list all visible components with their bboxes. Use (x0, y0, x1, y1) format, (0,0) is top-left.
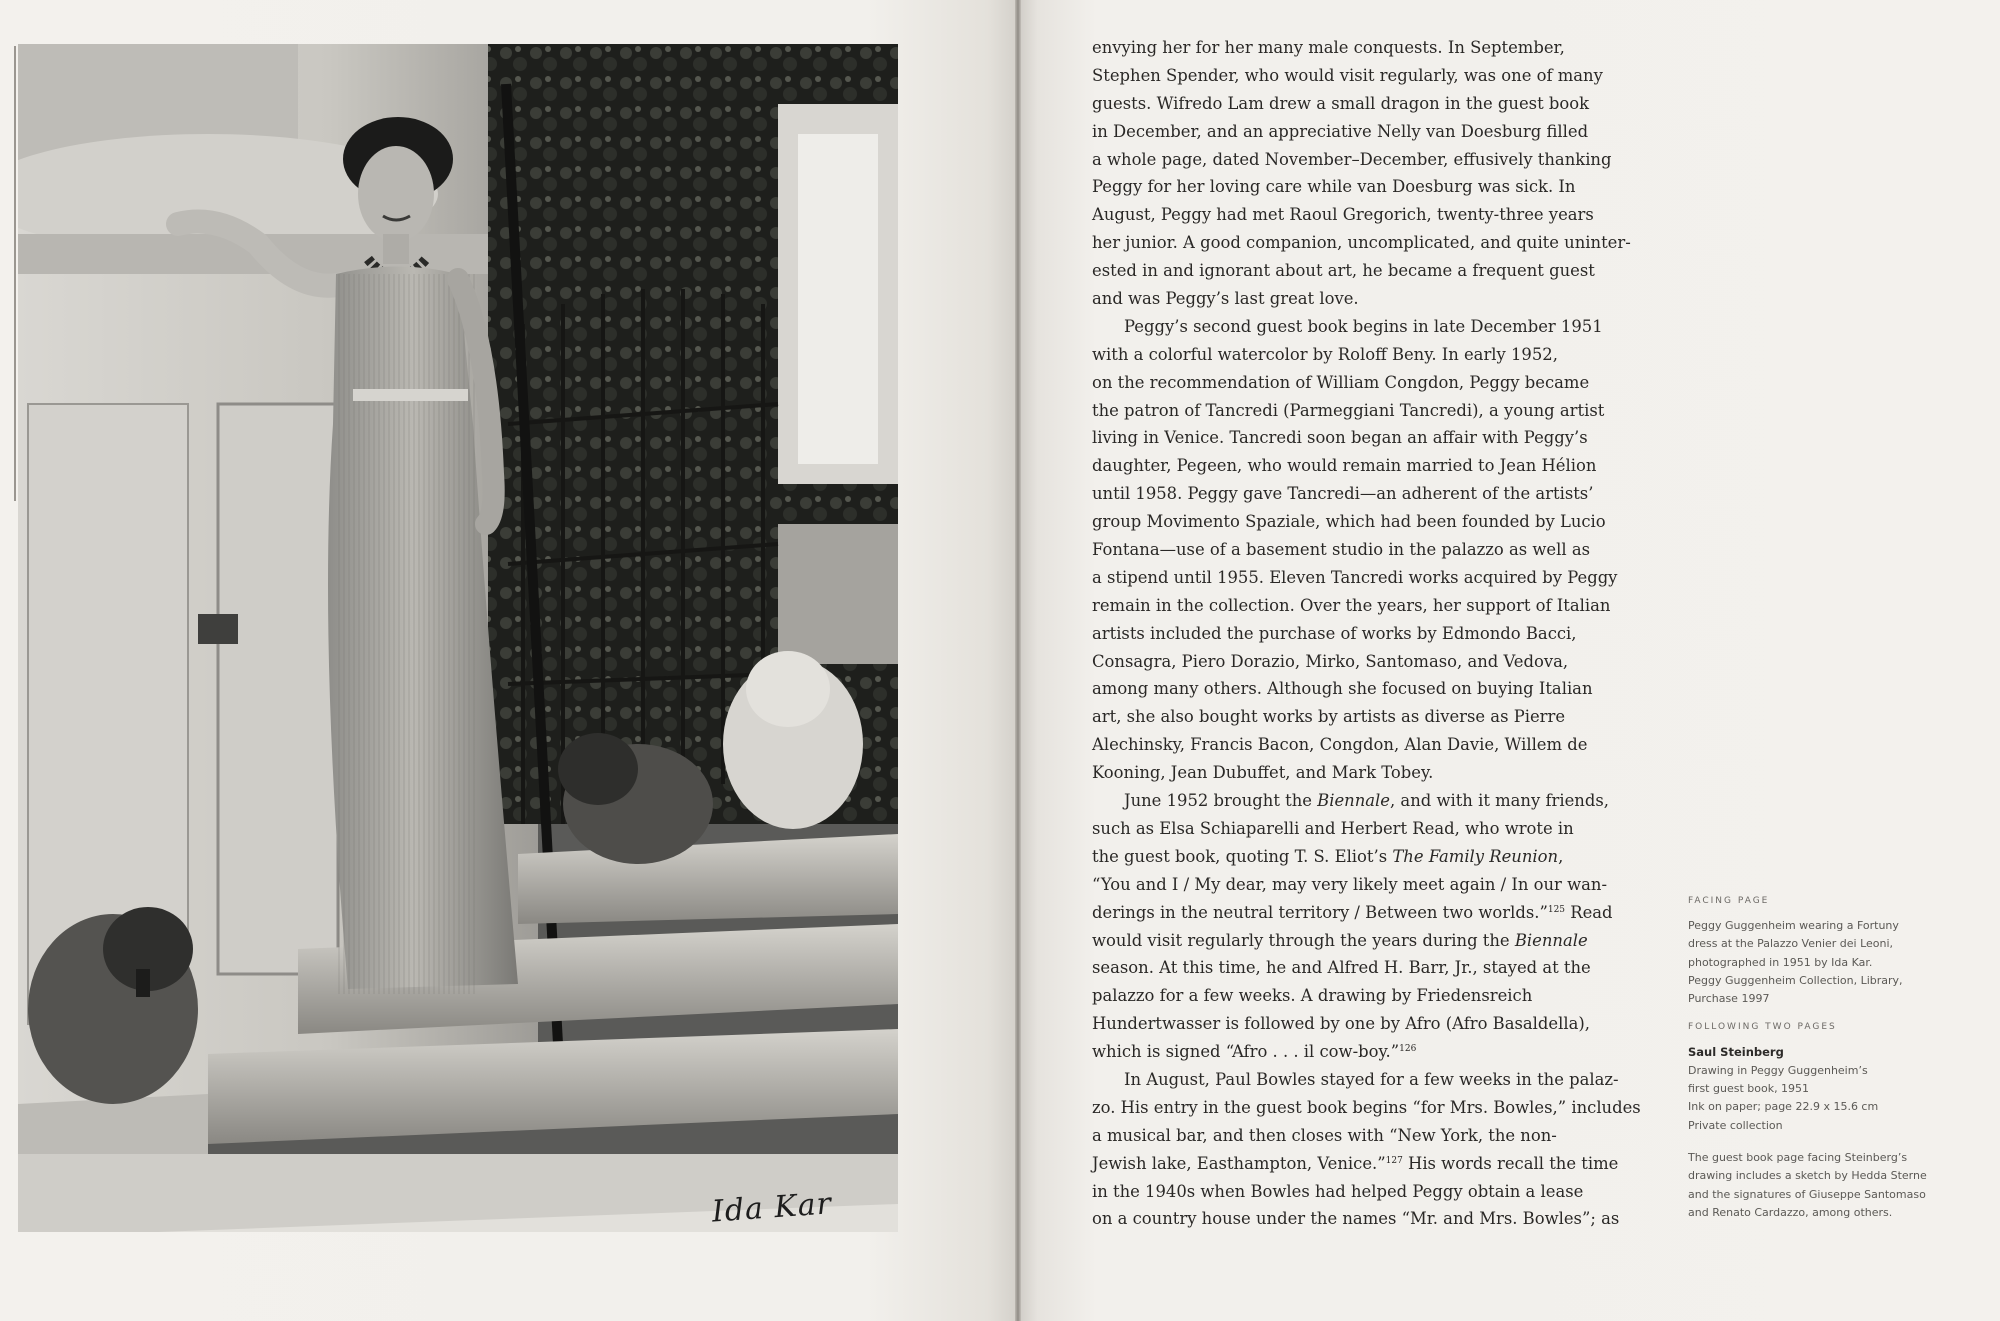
text-line (1092, 536, 1652, 564)
text-line (1092, 954, 1652, 982)
text-run: Fontana—use of a basement studio in the palazzo as well as (1092, 540, 1591, 560)
caption-line: Purchase 1997 (1688, 992, 1770, 1006)
text-run: His words recall the time (1402, 1153, 1619, 1173)
text-line (1092, 675, 1652, 703)
text-line (1092, 1010, 1652, 1038)
text-line (1092, 1038, 1652, 1066)
text-run: Peggy’s second guest book begins in late December 1951 (1124, 316, 1603, 336)
text-run: palazzo for a few weeks. A drawing by Friedensreich (1092, 986, 1533, 1006)
text-run: Jewish lake, Easthampton, Venice.” (1092, 1153, 1386, 1173)
text-run: season. At this time, he and Alfred H. Barr, Jr., stayed at the (1092, 958, 1591, 978)
text-line (1092, 201, 1652, 229)
text-line (1092, 313, 1652, 341)
text-run: on the recommendation of William Congdon, Peggy became (1092, 372, 1590, 392)
text-line (1092, 369, 1652, 397)
footnote-ref: 126 (1399, 1044, 1417, 1055)
text-run: living in Venice. Tancredi soon began an affair with Peggy’s (1092, 428, 1588, 448)
text-run: envying her for her many male conquests. In September, (1092, 38, 1565, 57)
text-line (1092, 843, 1652, 871)
caption-line: Private collection (1688, 1118, 1783, 1132)
text-line (1092, 1066, 1652, 1094)
text-run: among many others. Although she focused on buying Italian (1092, 679, 1593, 699)
caption-line: The guest book page facing Steinberg’s (1688, 1150, 1908, 1164)
book-gutter (1015, 0, 1021, 1321)
text-line (1092, 592, 1652, 620)
caption-title: Saul Steinberg (1688, 1045, 1784, 1060)
text-run: with a colorful watercolor by Roloff Beny. In early 1952, (1092, 344, 1558, 364)
text-line (1092, 927, 1652, 955)
text-run: in the 1940s when Bowles had helped Peggy obtain a lease (1092, 1181, 1584, 1201)
caption-line: Peggy Guggenheim wearing a Fortuny (1688, 919, 1899, 932)
text-line (1092, 1094, 1652, 1122)
text-run: June 1952 brought the (1124, 791, 1318, 811)
text-run: guests. Wifredo Lam drew a small dragon in the guest book (1092, 93, 1590, 113)
text-run: Read (1565, 902, 1613, 922)
text-line (1092, 173, 1652, 201)
photographer-signature: Ida Kar (710, 1186, 834, 1230)
body-text (1092, 34, 1652, 1233)
text-line (1092, 648, 1652, 676)
text-run: zo. His entry in the guest book begins “for Mrs. Bowles,” includes (1092, 1097, 1641, 1117)
italic-title: The Family Reunion (1392, 846, 1559, 866)
text-line (1092, 759, 1652, 787)
text-run: and was Peggy’s last great love. (1092, 289, 1359, 309)
italic-title: Biennale (1514, 930, 1588, 950)
text-run: group Movimento Spaziale, which had been founded by Lucio (1092, 512, 1606, 532)
caption-line: and the signatures of Giuseppe Santomaso (1688, 1187, 1926, 1201)
text-run: a musical bar, and then closes with “New York, the non- (1092, 1125, 1557, 1145)
text-line (1092, 118, 1652, 146)
text-line (1092, 815, 1652, 843)
italic-title: Biennale (1317, 791, 1390, 811)
captions (1688, 896, 1978, 1236)
text-line (1092, 341, 1652, 369)
text-line (1092, 564, 1652, 592)
text-line (1092, 34, 1652, 62)
caption-line: and Renato Cardazzo, among others. (1688, 1205, 1893, 1219)
text-line (1092, 508, 1652, 536)
text-run: “You and I / My dear, may very likely meet again / In our wan- (1092, 874, 1607, 894)
text-run: Peggy for her loving care while van Doesburg was sick. In (1092, 177, 1576, 197)
caption-line: first guest book, 1951 (1688, 1082, 1810, 1096)
caption-line: drawing includes a sketch by Hedda Sterne (1688, 1169, 1927, 1183)
page-edge-shadow (14, 46, 16, 501)
text-line (1092, 787, 1652, 815)
text-run: on a country house under the names “Mr. and Mrs. Bowles”; as (1092, 1209, 1620, 1229)
caption-line: Drawing in Peggy Guggenheim’s (1688, 1063, 1868, 1077)
text-run: daughter, Pegeen, who would remain married to Jean Hélion (1092, 456, 1597, 476)
text-line (1092, 899, 1652, 927)
text-run: derings in the neutral territory / Between two worlds.” (1092, 902, 1548, 922)
text-run: a stipend until 1955. Eleven Tancredi works acquired by Peggy (1092, 567, 1618, 587)
photograph-image (18, 44, 898, 1232)
facing-page-caption (1688, 896, 1978, 1008)
text-line (1092, 229, 1652, 257)
text-run: Hundertwasser is followed by one by Afro (Afro Basaldella), (1092, 1014, 1590, 1034)
text-run: remain in the collection. Over the years, her support of Italian (1092, 595, 1611, 615)
text-line (1092, 703, 1652, 731)
text-run: until 1958. Peggy gave Tancredi—an adherent of the artists’ (1092, 484, 1594, 504)
caption-heading: FACING PAGE (1688, 896, 1770, 906)
caption-line: Peggy Guggenheim Collection, Library, (1688, 973, 1903, 987)
text-run: , (1558, 846, 1564, 866)
text-run: in December, and an appreciative Nelly van Doesburg filled (1092, 121, 1589, 141)
text-run: her junior. A good companion, uncomplicated, and quite uninter- (1092, 233, 1631, 253)
text-run: Kooning, Jean Dubuffet, and Mark Tobey. (1092, 763, 1434, 783)
text-line (1092, 285, 1652, 313)
text-run: August, Peggy had met Raoul Gregorich, twenty-three years (1092, 205, 1594, 225)
text-line (1092, 62, 1652, 90)
text-run: the guest book, quoting T. S. Eliot’s (1092, 846, 1393, 866)
text-line (1092, 257, 1652, 285)
text-run: such as Elsa Schiaparelli and Herbert Read, who wrote in (1092, 818, 1574, 838)
text-run: art, she also bought works by artists as diverse as Pierre (1092, 707, 1566, 727)
text-line (1092, 452, 1652, 480)
text-run: , and with it many friends, (1390, 791, 1609, 811)
text-run: artists included the purchase of works by Edmondo Bacci, (1092, 623, 1577, 643)
photograph (18, 44, 898, 1232)
text-run: the patron of Tancredi (Parmeggiani Tancredi), a young artist (1092, 400, 1605, 420)
text-run: Alechinsky, Francis Bacon, Congdon, Alan Davie, Willem de (1092, 735, 1588, 755)
text-line (1092, 1122, 1652, 1150)
guest-book-note (1688, 1149, 1978, 1222)
text-line (1092, 1150, 1652, 1178)
caption-line: photographed in 1951 by Ida Kar. (1688, 955, 1873, 969)
text-line (1092, 424, 1652, 452)
text-line (1092, 480, 1652, 508)
text-run: Stephen Spender, who would visit regularly, was one of many (1092, 65, 1603, 85)
footnote-ref: 127 (1385, 1155, 1403, 1166)
following-pages-caption (1688, 1022, 1978, 1134)
caption-line: Ink on paper; page 22.9 x 15.6 cm (1688, 1100, 1879, 1114)
caption-line: dress at the Palazzo Venier dei Leoni, (1688, 937, 1894, 951)
caption-heading: FOLLOWING TWO PAGES (1688, 1022, 1837, 1033)
text-run: ested in and ignorant about art, he became a frequent guest (1092, 261, 1595, 281)
text-run: In August, Paul Bowles stayed for a few weeks in the palaz- (1124, 1069, 1619, 1089)
text-line (1092, 731, 1652, 759)
text-line (1092, 871, 1652, 899)
text-run: Consagra, Piero Dorazio, Mirko, Santomaso, and Vedova, (1092, 651, 1569, 671)
text-run: would visit regularly through the years during the (1092, 930, 1515, 950)
text-line (1092, 1178, 1652, 1206)
text-run: which is signed “Afro . . . il cow-boy.” (1092, 1042, 1400, 1062)
text-line (1092, 90, 1652, 118)
text-line (1092, 1205, 1652, 1233)
text-line (1092, 146, 1652, 174)
text-line (1092, 620, 1652, 648)
text-line (1092, 982, 1652, 1010)
text-line (1092, 397, 1652, 425)
footnote-ref: 125 (1547, 904, 1566, 915)
text-run: a whole page, dated November–December, effusively thanking (1092, 149, 1612, 169)
